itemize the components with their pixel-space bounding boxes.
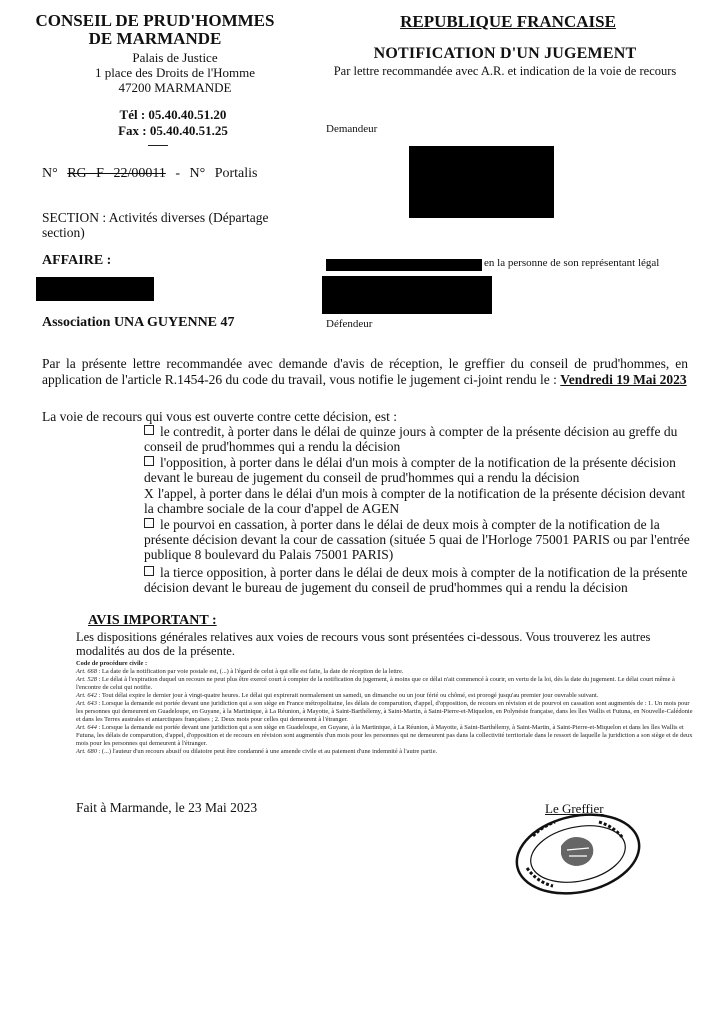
court-city: DE MARMANDE	[88, 29, 222, 48]
notification-title: NOTIFICATION D'UN JUGEMENT	[373, 45, 637, 62]
option-text: le contredit, à porter dans le délai de quinze jours à compter de la présente décision au greffe du conseil de prud'hommes qui a rendu la décision	[144, 424, 678, 454]
court-seal-stamp	[503, 806, 653, 896]
code-procedure	[76, 660, 694, 756]
option-text: l'appel, à porter dans le délai d'un mois à compter de la notification de la présente décision devant la chambre sociale de la cour d'appel de AGEN	[144, 486, 686, 516]
intro-paragraph	[42, 356, 688, 388]
divider	[148, 145, 168, 146]
option-text: l'opposition, à porter dans le délai d'un mois à compter de la notification de la présente décision devant le bureau de jugement du conseil de prud'hommes qui a rendu la décision	[144, 455, 676, 485]
article-ref: Art. 668	[76, 668, 97, 675]
defendeur-label: Défendeur	[326, 318, 373, 330]
intro-text: Par la présente lettre recommandée avec demande d'avis de réception, le greffier du conseil de prud'hommes, en application de l'article R.1454-26 du code du travail, vous notifie le jugement ci-joint rendu le :	[42, 356, 688, 387]
portalis-label: - N° Portalis	[175, 166, 258, 181]
article-text: : Le délai à l'expiration duquel un recours ne peut plus être exercé court à compter de la notification du jugement, à moins que ce délai n'ait commencé à courir, en vertu de la loi, dès la date du jugement. Le délai court même à l'encontre de celui qui notifie.	[76, 676, 675, 691]
article-text: : Lorsque la demande est portée devant une juridiction qui a son siège en Guadeloupe, en Guyane, à la Martinique, à La Réunion, à Mayotte, à Saint-Barthélemy, à Saint-Martin, à Saint-Pierre-et-Miquelon et dans les îles Wallis et Futuna, les délais de comparution, d'appel, d'opposition et de recours en révision sont augmentés d'un mois pour les personnes qui ne demeurent pas dans la collectivité territoriale dans le ressort de laquelle la juridiction a son siège et de deux mois pour les personnes qui demeurent à l'étranger.	[76, 724, 693, 747]
checkbox-checked-mark[interactable]: X	[144, 486, 154, 501]
court-name: CONSEIL DE PRUD'HOMMES	[35, 11, 275, 30]
article-text: : Tout délai expire le dernier jour à vingt-quatre heures. Le délai qui expirerait normalement un samedi, un dimanche ou un jour férié ou chômé, est prorogé jusqu'au premier jour ouvrable suivant.	[98, 692, 599, 699]
article-ref: Art. 643	[76, 700, 97, 707]
checkbox-unchecked-icon[interactable]	[144, 425, 154, 435]
redacted-plaintiff-name	[36, 277, 154, 301]
article-642	[76, 692, 694, 700]
court-address: 1 place des Droits de l'Homme	[94, 65, 256, 80]
court-tel: Tél : 05.40.40.51.20	[119, 107, 227, 122]
option-appel	[144, 486, 692, 516]
article-ref: Art. 642	[76, 692, 97, 699]
redacted-demandeur	[409, 146, 554, 218]
representative-note: en la personne de son représentant légal	[484, 257, 660, 269]
court-fax: Fax : 05.40.40.51.25	[118, 123, 228, 138]
rg-number: RG F 22/00011	[67, 166, 166, 181]
checkbox-unchecked-icon[interactable]	[144, 456, 154, 466]
article-644	[76, 724, 694, 748]
recourse-intro: La voie de recours qui vous est ouverte contre cette décision, est :	[42, 409, 398, 424]
court-header	[30, 12, 280, 146]
checkbox-unchecked-icon[interactable]	[144, 566, 154, 576]
signature-place-date: Fait à Marmande, le 23 Mai 2023	[76, 800, 258, 815]
redacted-representative	[326, 259, 482, 271]
article-text: : Lorsque la demande est portée devant une juridiction qui a son siège en France métropolitaine, les délais de comparution, d'appel, d'opposition, de recours en révision et de pourvoi en cassation sont augmentés de : 1. Un mois pour les personnes qui demeurent en Guadeloupe, en Guyane, à la Martinique, à La Réunion, à Mayotte, à Saint-Barthélemy, à Saint-Martin, à Saint-Pierre-et-Miquelon, en Polynésie française, dans les îles Wallis et Futuna, en Nouvelle-Calédonie et dans les Terres australes et antarctiques françaises ; 2. Deux mois pour celles qui demeurent à l'étranger.	[76, 700, 693, 723]
court-building: Palais de Justice	[132, 50, 218, 65]
case-number	[42, 166, 257, 182]
article-ref: Art. 680	[76, 748, 97, 755]
article-text: : (...) l'auteur d'un recours abusif ou dilatoire peut être condamné à une amende civile et au paiement d'une indemnité à l'autre partie.	[98, 748, 438, 755]
demandeur-label: Demandeur	[326, 123, 378, 135]
option-tierce-opposition	[144, 565, 692, 595]
court-postal: 47200 MARMANDE	[118, 80, 232, 95]
code-title: Code de procédure civile :	[76, 660, 148, 667]
notification-subtitle: Par lettre recommandée avec A.R. et indication de la voie de recours	[333, 64, 677, 78]
option-text: la tierce opposition, à porter dans le délai de deux mois à compter de la notification de la présente décision devant le bureau de jugement du conseil de prud'hommes qui a rendu la décision	[144, 565, 688, 595]
article-ref: Art. 528	[76, 676, 97, 683]
redacted-defendant-address	[322, 276, 492, 314]
article-528	[76, 676, 694, 692]
republic-title: REPUBLIQUE FRANCAISE	[400, 12, 616, 31]
checkbox-unchecked-icon[interactable]	[144, 518, 154, 528]
rg-prefix: N°	[42, 166, 58, 181]
article-680	[76, 748, 694, 756]
option-pourvoi	[144, 517, 692, 562]
affaire-label: AFFAIRE :	[42, 253, 112, 268]
section-label: SECTION : Activités diverses (Départage section)	[42, 210, 269, 240]
option-contredit	[144, 424, 692, 454]
option-opposition	[144, 455, 692, 485]
article-text: : La date de la notification par voie postale est, (...) à l'égard de celui à qui elle est faite, la date de réception de la lettre.	[98, 668, 404, 675]
avis-text: Les dispositions générales relatives aux voies de recours vous sont présentées ci-dessous. Vous trouverez les autres modalités au dos de la présente.	[76, 630, 651, 658]
article-ref: Art. 644	[76, 724, 97, 731]
option-text: le pourvoi en cassation, à porter dans le délai de deux mois à compter de la notification de la présente décision devant la cour de cassation (située 5 quai de l'Horloge 75001 PARIS ou par l'entrée publique 8 boulevard du Palais 75001 PARIS)	[144, 517, 690, 562]
avis-title: AVIS IMPORTANT :	[88, 613, 217, 628]
article-668	[76, 668, 694, 676]
defendant-name: Association UNA GUYENNE 47	[42, 315, 235, 330]
judgment-date: Vendredi 19 Mai 2023	[560, 372, 687, 387]
article-643	[76, 700, 694, 724]
greffier-label: Le Greffier	[545, 801, 604, 816]
